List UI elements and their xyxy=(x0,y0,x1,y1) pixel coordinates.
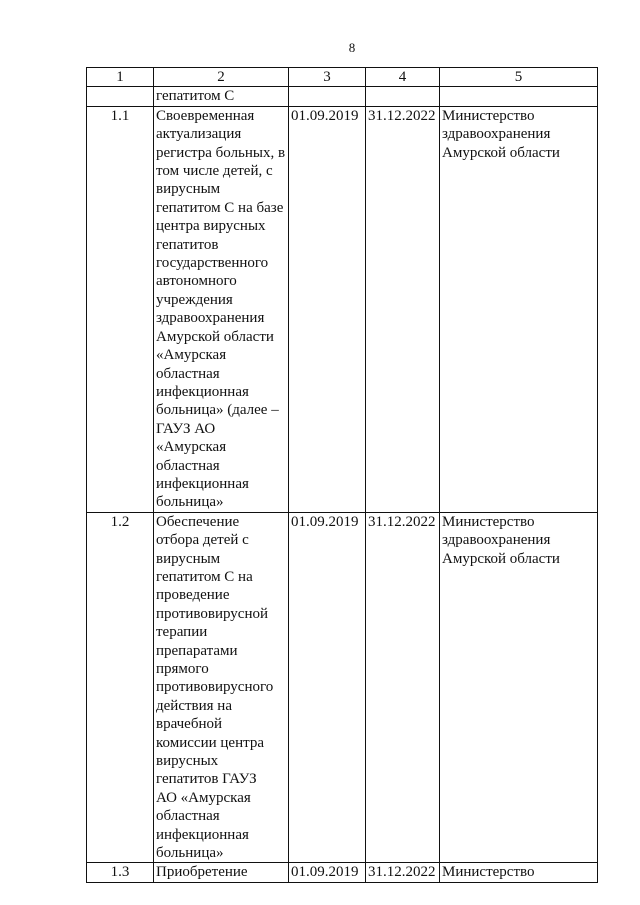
header-col-1: 1 xyxy=(87,68,154,87)
start-date-cell: 01.09.2019 xyxy=(289,512,366,863)
start-date-cell: 01.09.2019 xyxy=(289,106,366,512)
table-header-row xyxy=(87,68,598,87)
page-number: 8 xyxy=(348,40,356,55)
end-date-cell: 31.12.2022 xyxy=(366,863,440,882)
responsible-cell: Министерство xyxy=(440,863,598,882)
end-date-cell xyxy=(366,87,440,106)
end-date-cell: 31.12.2022 xyxy=(366,512,440,863)
header-col-3: 3 xyxy=(289,68,366,87)
measure-text-cell: Своевременная актуализация регистра больных, в том числе детей, с вирусным гепатитом С на базе центра вирусных гепатитов государственного автономного учреждения здравоохранения Амурской области «Амурская областная инфекционная больница» (далее – ГАУЗ АО «Амурская областная инфекционная больница» xyxy=(154,106,289,512)
header-col-2: 2 xyxy=(154,68,289,87)
header-col-4: 4 xyxy=(366,68,440,87)
measure-text-cell: Приобретение xyxy=(154,863,289,882)
responsible-cell xyxy=(440,87,598,106)
measure-text-cell: гепатитом С xyxy=(154,87,289,106)
responsible-cell: Министерство здравоохранения Амурской области xyxy=(440,106,598,512)
header-col-5: 5 xyxy=(440,68,598,87)
table-row xyxy=(87,512,598,863)
measure-text-cell: Обеспечение отбора детей с вирусным гепатитом С на проведение противовирусной терапии препаратами прямого противовирусного действия на врачебной комиссии центра вирусных гепатитов ГАУЗ АО «Амурская областная инфекционная больница» xyxy=(154,512,289,863)
start-date-cell: 01.09.2019 xyxy=(289,863,366,882)
row-number-cell: 1.3 xyxy=(87,863,154,882)
start-date-cell xyxy=(289,87,366,106)
measures-table xyxy=(86,67,598,883)
table-row xyxy=(87,106,598,512)
responsible-cell: Министерство здравоохранения Амурской области xyxy=(440,512,598,863)
table-row xyxy=(87,863,598,882)
end-date-cell: 31.12.2022 xyxy=(366,106,440,512)
table-row-continuation xyxy=(87,87,598,106)
row-number-cell: 1.1 xyxy=(87,106,154,512)
row-number-cell xyxy=(87,87,154,106)
row-number-cell: 1.2 xyxy=(87,512,154,863)
